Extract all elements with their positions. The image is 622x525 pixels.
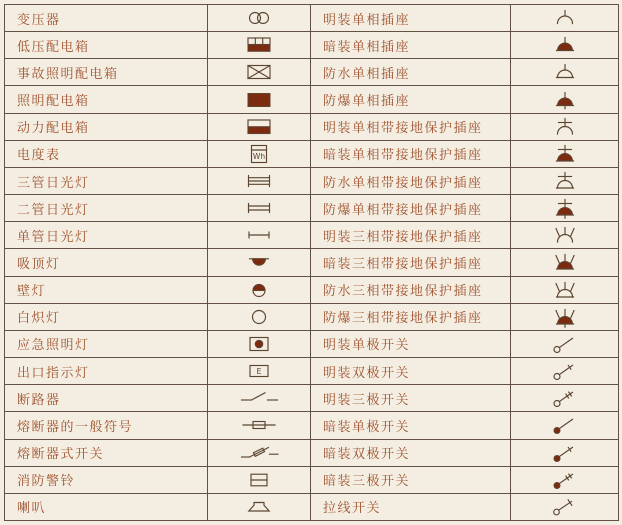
legend-row [5,32,619,59]
symbol-cell [208,59,311,86]
symbol-name-cell: 防爆三相带接地保护插座 [311,303,511,330]
symbol-name-cell: 熔断器式开关 [5,439,208,466]
socket-1ph-concealed-icon [541,33,589,57]
switch-2pole-surface-icon [541,359,589,383]
legend-table-body [5,5,619,521]
symbol-legend-table [4,4,619,521]
symbol-name-cell: 暗装单极开关 [311,412,511,439]
socket-3ph-ground-explosion-icon [541,305,589,329]
symbol-cell [511,412,619,439]
switch-3pole-concealed-icon [541,468,589,492]
socket-3ph-ground-concealed-icon [541,250,589,274]
symbol-cell [511,167,619,194]
fluorescent-3-icon [235,169,283,193]
symbol-name-cell: 动力配电箱 [5,113,208,140]
switch-1pole-surface-icon [541,332,589,356]
fluorescent-2-icon [235,196,283,220]
legend-row [5,113,619,140]
power-box-icon [235,115,283,139]
legend-row [5,5,619,32]
transformer-icon [235,6,283,30]
symbol-cell [511,5,619,32]
switch-1pole-concealed-icon [541,413,589,437]
incandescent-lamp-icon [235,305,283,329]
legend-row [5,303,619,330]
symbol-name-cell: 应急照明灯 [5,330,208,357]
symbol-cell [208,113,311,140]
socket-1ph-waterproof-icon [541,60,589,84]
symbol-name-cell: 明装三极开关 [311,385,511,412]
symbol-cell [511,86,619,113]
symbol-name-cell: 防水单相带接地保护插座 [311,167,511,194]
symbol-name-cell: 照明配电箱 [5,86,208,113]
symbol-cell [208,412,311,439]
legend-row [5,59,619,86]
socket-1ph-explosion-icon [541,88,589,112]
symbol-name-cell: 变压器 [5,5,208,32]
emergency-lighting-box-icon [235,60,283,84]
socket-1ph-ground-surface-icon [541,115,589,139]
symbol-cell [511,249,619,276]
symbol-cell [208,32,311,59]
symbol-name-cell: 明装三相带接地保护插座 [311,222,511,249]
symbol-cell [208,5,311,32]
horn-icon [235,495,283,519]
symbol-name-cell: 防水三相带接地保护插座 [311,276,511,303]
symbol-name-cell: 明装单极开关 [311,330,511,357]
fuse-switch-icon [235,441,283,465]
symbol-name-cell: 防爆单相带接地保护插座 [311,195,511,222]
svg-text:Wh: Wh [252,151,266,161]
symbol-cell [208,303,311,330]
symbol-cell [511,493,619,520]
symbol-name-cell: 拉线开关 [311,493,511,520]
lv-distribution-box-icon [235,33,283,57]
legend-row [5,466,619,493]
legend-row [5,167,619,194]
symbol-cell [208,493,311,520]
symbol-cell [208,195,311,222]
symbol-cell [511,385,619,412]
legend-row [5,140,619,167]
pull-cord-switch-icon [541,495,589,519]
fire-alarm-bell-icon [235,468,283,492]
socket-1ph-ground-explosion-icon [541,196,589,220]
symbol-cell [208,140,311,167]
symbol-name-cell: 事故照明配电箱 [5,59,208,86]
legend-row [5,195,619,222]
symbol-name-cell: 暗装单相插座 [311,32,511,59]
symbol-cell [511,439,619,466]
symbol-cell [208,276,311,303]
symbol-name-cell: 喇叭 [5,493,208,520]
symbol-name-cell: 吸顶灯 [5,249,208,276]
symbol-name-cell: 明装双极开关 [311,358,511,385]
legend-row [5,330,619,357]
socket-3ph-ground-surface-icon [541,223,589,247]
legend-row [5,412,619,439]
socket-3ph-ground-waterproof-icon [541,278,589,302]
symbol-name-cell: 断路器 [5,385,208,412]
socket-1ph-surface-icon [541,6,589,30]
symbol-name-cell: 暗装三极开关 [311,466,511,493]
symbol-cell [511,276,619,303]
symbol-cell [208,466,311,493]
fluorescent-1-icon [235,223,283,247]
symbol-cell [511,32,619,59]
symbol-name-cell: 三管日光灯 [5,167,208,194]
symbol-name-cell: 防水单相插座 [311,59,511,86]
symbol-cell [208,86,311,113]
symbol-cell [208,385,311,412]
symbol-name-cell: 出口指示灯 [5,358,208,385]
legend-row [5,86,619,113]
symbol-name-cell: 暗装单相带接地保护插座 [311,140,511,167]
wall-lamp-icon [235,278,283,302]
legend-row [5,439,619,466]
socket-1ph-ground-waterproof-icon [541,169,589,193]
symbol-cell [208,222,311,249]
legend-row [5,493,619,520]
symbol-cell [208,439,311,466]
legend-row [5,249,619,276]
symbol-name-cell: 二管日光灯 [5,195,208,222]
symbol-cell [208,330,311,357]
symbol-name-cell: 单管日光灯 [5,222,208,249]
symbol-name-cell: 电度表 [5,140,208,167]
symbol-cell [208,167,311,194]
symbol-name-cell: 暗装双极开关 [311,439,511,466]
symbol-name-cell: 明装单相插座 [311,5,511,32]
symbol-name-cell: 壁灯 [5,276,208,303]
exit-light-icon [235,359,283,383]
symbol-name-cell: 防爆单相插座 [311,86,511,113]
switch-3pole-surface-icon [541,386,589,410]
ceiling-lamp-icon [235,250,283,274]
switch-2pole-concealed-icon [541,441,589,465]
symbol-name-cell: 暗装三相带接地保护插座 [311,249,511,276]
symbol-cell [511,113,619,140]
symbol-cell [208,249,311,276]
symbol-cell [511,59,619,86]
emergency-light-icon [235,332,283,356]
circuit-breaker-icon [235,386,283,410]
symbol-cell [511,222,619,249]
symbol-name-cell: 熔断器的一般符号 [5,412,208,439]
symbol-cell [208,358,311,385]
socket-1ph-ground-concealed-icon [541,142,589,166]
legend-row [5,358,619,385]
watt-hour-meter-icon [235,142,283,166]
fuse-icon [235,413,283,437]
symbol-cell [511,140,619,167]
legend-row [5,276,619,303]
symbol-cell [511,330,619,357]
symbol-cell [511,358,619,385]
svg-text:E: E [256,367,262,377]
symbol-cell [511,195,619,222]
symbol-name-cell: 明装单相带接地保护插座 [311,113,511,140]
legend-row [5,385,619,412]
symbol-cell [511,303,619,330]
symbol-name-cell: 低压配电箱 [5,32,208,59]
symbol-cell [511,466,619,493]
symbol-name-cell: 白炽灯 [5,303,208,330]
symbol-name-cell: 消防警铃 [5,466,208,493]
legend-row [5,222,619,249]
lighting-box-icon [235,88,283,112]
